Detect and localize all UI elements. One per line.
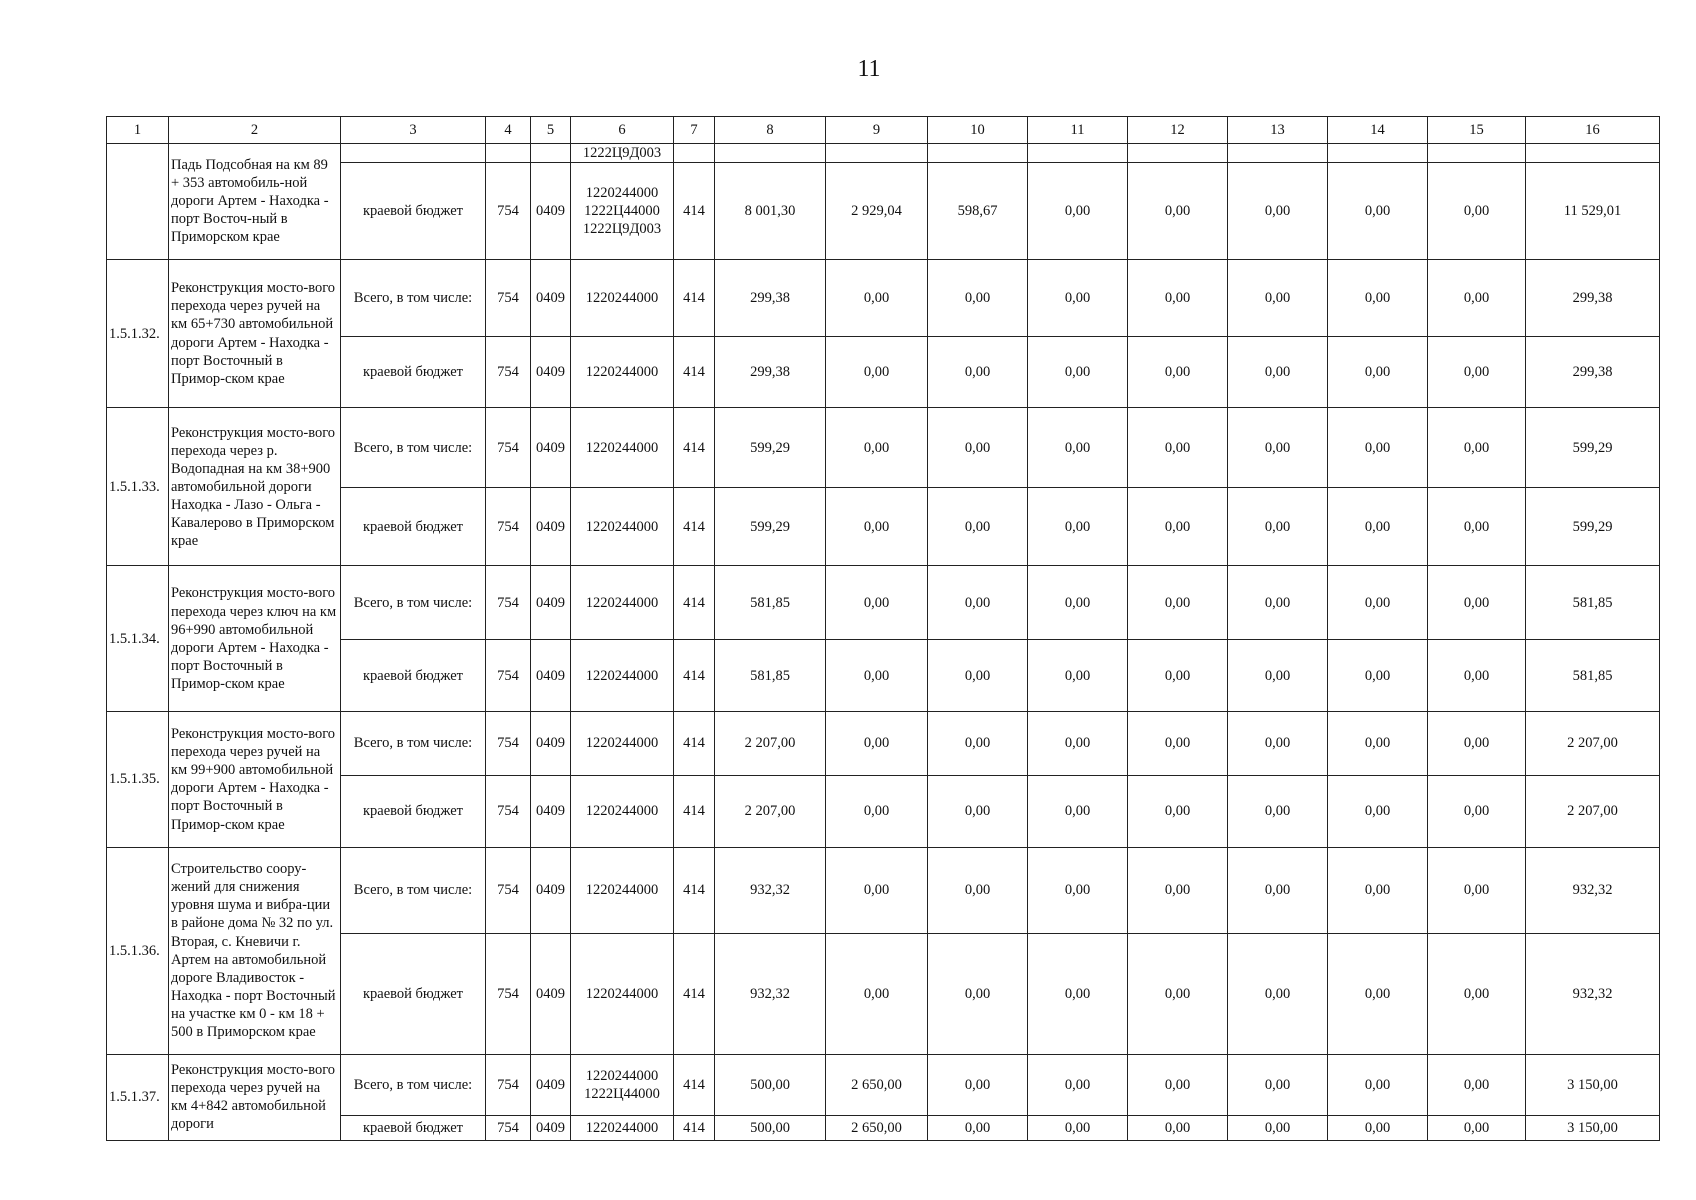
column-header: 3 [341, 117, 486, 144]
cell: 414 [674, 1054, 715, 1116]
cell: 0,00 [1128, 488, 1228, 566]
cell: 0,00 [1028, 775, 1128, 847]
cell: 0,00 [928, 1054, 1028, 1116]
cell: 0,00 [1428, 163, 1526, 259]
cell: 754 [486, 566, 531, 640]
cell: 0409 [531, 640, 571, 712]
cell: 414 [674, 933, 715, 1054]
cell: 599,29 [1526, 488, 1660, 566]
cell: 0,00 [1028, 1116, 1128, 1141]
cell: 0,00 [1428, 408, 1526, 488]
cell: 0,00 [1128, 847, 1228, 933]
cell: 0409 [531, 933, 571, 1054]
cell: 0409 [531, 408, 571, 488]
table-row [107, 143, 1660, 163]
header-row [107, 117, 1660, 144]
cell: 414 [674, 640, 715, 712]
cell: 0,00 [826, 259, 928, 336]
cell: 0,00 [826, 775, 928, 847]
cell: 0,00 [826, 408, 928, 488]
funding-source: краевой бюджет [341, 775, 486, 847]
cell: 0,00 [1028, 712, 1128, 776]
target-code: 1220244000 [571, 566, 674, 640]
cell: 0,00 [1428, 933, 1526, 1054]
cell: 0,00 [1428, 566, 1526, 640]
cell: 0,00 [1128, 566, 1228, 640]
item-index: 1.5.1.33. [107, 408, 169, 566]
cell: 2 207,00 [715, 712, 826, 776]
cell: 0,00 [826, 566, 928, 640]
funding-source: краевой бюджет [341, 933, 486, 1054]
cell: 0409 [531, 336, 571, 408]
cell: 581,85 [715, 566, 826, 640]
cell: 754 [486, 847, 531, 933]
cell: 0,00 [1228, 775, 1328, 847]
cell: 414 [674, 408, 715, 488]
cell: 754 [486, 775, 531, 847]
cell: 599,29 [715, 408, 826, 488]
cell: 0,00 [1428, 847, 1526, 933]
cell: 0,00 [1028, 259, 1128, 336]
cell: 0,00 [1428, 488, 1526, 566]
column-header: 10 [928, 117, 1028, 144]
cell: 0,00 [1228, 163, 1328, 259]
cell: 932,32 [715, 933, 826, 1054]
column-header: 2 [169, 117, 341, 144]
table-row [107, 847, 1660, 933]
cell: 581,85 [1526, 566, 1660, 640]
cell: 0,00 [1228, 1054, 1328, 1116]
cell: 0,00 [1028, 336, 1128, 408]
cell: 2 207,00 [1526, 712, 1660, 776]
target-code: 1220244000 [571, 488, 674, 566]
item-name: Реконструкция мосто-вого перехода через ручей на км 65+730 автомобильной дороги Артем - Находка - порт Восточный в Примор-ском крае [169, 259, 341, 408]
cell: 414 [674, 712, 715, 776]
cell: 0,00 [928, 847, 1028, 933]
cell: 2 207,00 [1526, 775, 1660, 847]
cell: 0409 [531, 259, 571, 336]
cell: 0,00 [1228, 1116, 1328, 1141]
cell: 0409 [531, 1116, 571, 1141]
cell: 0,00 [1128, 336, 1228, 408]
cell: 299,38 [715, 336, 826, 408]
item-index: 1.5.1.37. [107, 1054, 169, 1140]
cell: 0,00 [1428, 712, 1526, 776]
cell: 299,38 [715, 259, 826, 336]
column-header: 9 [826, 117, 928, 144]
funding-source: Всего, в том числе: [341, 847, 486, 933]
item-name: Реконструкция мосто-вого перехода через р. Водопадная на км 38+900 автомобильной дороги Находка - Лазо - Ольга - Кавалерово в Приморском крае [169, 408, 341, 566]
cell: 0,00 [1328, 259, 1428, 336]
cell: 0,00 [928, 1116, 1028, 1141]
target-code: 1220244000 [571, 640, 674, 712]
cell: 932,32 [1526, 847, 1660, 933]
cell: 0,00 [928, 408, 1028, 488]
cell: 414 [674, 163, 715, 259]
cell: 0,00 [1128, 408, 1228, 488]
cell: 0,00 [826, 847, 928, 933]
cell: 0,00 [1428, 1116, 1526, 1141]
cell: 414 [674, 1116, 715, 1141]
cell: 2 207,00 [715, 775, 826, 847]
target-code: 1220244000 [571, 259, 674, 336]
cell: 0,00 [1128, 640, 1228, 712]
cell: 414 [674, 336, 715, 408]
column-header: 11 [1028, 117, 1128, 144]
table-row [107, 712, 1660, 776]
cell: 932,32 [1526, 933, 1660, 1054]
target-code: 1220244000 [571, 1116, 674, 1141]
cell: 0,00 [1228, 259, 1328, 336]
cell: 0,00 [826, 933, 928, 1054]
item-index: 1.5.1.32. [107, 259, 169, 408]
funding-source: Всего, в том числе: [341, 259, 486, 336]
cell: 0,00 [1328, 933, 1428, 1054]
cell: 0,00 [1028, 488, 1128, 566]
cell: 0,00 [1128, 1054, 1228, 1116]
item-name: Реконструкция мосто-вого перехода через ручей на км 99+900 автомобильной дороги Артем - Находка - порт Восточный в Примор-ском крае [169, 712, 341, 847]
target-code: 1220244000 1222Ц44000 [571, 1054, 674, 1116]
cell: 0,00 [1428, 259, 1526, 336]
cell: 0,00 [1228, 488, 1328, 566]
cell: 0409 [531, 775, 571, 847]
cell: 754 [486, 712, 531, 776]
target-code: 1220244000 [571, 712, 674, 776]
item-name: Строительство соору-жений для снижения уровня шума и вибра-ции в районе дома № 32 по ул. Вторая, с. Кневичи г. Артем на автомобильной дороге Владивосток - Находка - порт Восточный на участке км 0 - км 18 + 500 в Приморском крае [169, 847, 341, 1054]
cell: 0,00 [928, 336, 1028, 408]
funding-source: Всего, в том числе: [341, 712, 486, 776]
cell: 0,00 [1028, 566, 1128, 640]
cell: 754 [486, 408, 531, 488]
cell: 0,00 [1128, 712, 1228, 776]
cell: 0409 [531, 488, 571, 566]
cell: 414 [674, 847, 715, 933]
cell: 0,00 [1328, 775, 1428, 847]
funding-source: Всего, в том числе: [341, 1054, 486, 1116]
cell: 0,00 [928, 566, 1028, 640]
table-row [107, 566, 1660, 640]
column-header: 16 [1526, 117, 1660, 144]
column-header: 7 [674, 117, 715, 144]
budget-table [106, 116, 1660, 1141]
cell: 299,38 [1526, 259, 1660, 336]
cell: 0409 [531, 163, 571, 259]
cell: 754 [486, 1116, 531, 1141]
cell: 0,00 [1228, 933, 1328, 1054]
cell: 0,00 [1228, 566, 1328, 640]
cell: 0,00 [1328, 847, 1428, 933]
cell: 754 [486, 933, 531, 1054]
cell: 414 [674, 566, 715, 640]
target-code: 1220244000 1222Ц44000 1222Ц9Д003 [571, 163, 674, 259]
cell: 932,32 [715, 847, 826, 933]
page-number: 11 [857, 56, 881, 82]
cell: 0,00 [1428, 775, 1526, 847]
cell: 8 001,30 [715, 163, 826, 259]
cell: 0,00 [1028, 847, 1128, 933]
table-row [107, 259, 1660, 336]
cell: 754 [486, 640, 531, 712]
cell: 0,00 [928, 259, 1028, 336]
cell: 0,00 [928, 640, 1028, 712]
cell: 414 [674, 259, 715, 336]
cell: 0409 [531, 1054, 571, 1116]
table-body [107, 117, 1660, 1141]
cell: 0,00 [1128, 933, 1228, 1054]
cell: 0,00 [1328, 488, 1428, 566]
cell: 0,00 [1328, 640, 1428, 712]
cell: 0,00 [1428, 336, 1526, 408]
cell: 0,00 [1228, 408, 1328, 488]
cell: 0409 [531, 712, 571, 776]
cell: 754 [486, 1054, 531, 1116]
funding-source: краевой бюджет [341, 1116, 486, 1141]
cell: 0,00 [1028, 640, 1128, 712]
cell: 3 150,00 [1526, 1116, 1660, 1141]
cell: 0,00 [1028, 1054, 1128, 1116]
cell: 581,85 [715, 640, 826, 712]
cell: 0,00 [826, 640, 928, 712]
item-name: Реконструкция мосто-вого перехода через ручей на км 4+842 автомобильной дороги [169, 1054, 341, 1140]
cell: 2 929,04 [826, 163, 928, 259]
column-header: 4 [486, 117, 531, 144]
column-header: 1 [107, 117, 169, 144]
cell: 0,00 [1128, 259, 1228, 336]
cell: 0,00 [1328, 336, 1428, 408]
target-code: 1220244000 [571, 933, 674, 1054]
cell: 0,00 [1328, 163, 1428, 259]
cell: 754 [486, 259, 531, 336]
cell: 0,00 [826, 488, 928, 566]
cell: 500,00 [715, 1116, 826, 1141]
cell: 599,29 [1526, 408, 1660, 488]
cell: 599,29 [715, 488, 826, 566]
cell: 0,00 [1228, 640, 1328, 712]
column-header: 13 [1228, 117, 1328, 144]
cell: 0,00 [928, 775, 1028, 847]
funding-source: краевой бюджет [341, 488, 486, 566]
funding-source: краевой бюджет [341, 163, 486, 259]
cell: 0,00 [1328, 1116, 1428, 1141]
cell: 0,00 [1328, 712, 1428, 776]
cell: 0,00 [1028, 408, 1128, 488]
funding-source: краевой бюджет [341, 336, 486, 408]
cell: 11 529,01 [1526, 163, 1660, 259]
cell: 0,00 [1328, 1054, 1428, 1116]
cell: 0,00 [928, 488, 1028, 566]
cell: 299,38 [1526, 336, 1660, 408]
cell: 0,00 [1128, 163, 1228, 259]
cell: 2 650,00 [826, 1054, 928, 1116]
cell: 0,00 [1228, 712, 1328, 776]
cell: 0,00 [1228, 847, 1328, 933]
target-code: 1222Ц9Д003 [571, 143, 674, 163]
cell: 0,00 [1128, 775, 1228, 847]
cell: 3 150,00 [1526, 1054, 1660, 1116]
column-header: 6 [571, 117, 674, 144]
cell: 0,00 [1328, 408, 1428, 488]
cell: 500,00 [715, 1054, 826, 1116]
cell: 0,00 [1128, 1116, 1228, 1141]
column-header: 12 [1128, 117, 1228, 144]
target-code: 1220244000 [571, 336, 674, 408]
cell: 0,00 [928, 712, 1028, 776]
funding-source: Всего, в том числе: [341, 566, 486, 640]
target-code: 1220244000 [571, 775, 674, 847]
column-header: 15 [1428, 117, 1526, 144]
cell: 754 [486, 163, 531, 259]
funding-source: краевой бюджет [341, 640, 486, 712]
cell: 581,85 [1526, 640, 1660, 712]
cell: 0,00 [1428, 640, 1526, 712]
funding-source: Всего, в том числе: [341, 408, 486, 488]
cell: 754 [486, 488, 531, 566]
item-name: Падь Подсобная на км 89 + 353 автомобиль-ной дороги Артем - Находка - порт Восточ-ный в Приморском крае [169, 143, 341, 259]
item-index: 1.5.1.34. [107, 566, 169, 712]
item-index [107, 143, 169, 259]
column-header: 5 [531, 117, 571, 144]
cell: 0,00 [1328, 566, 1428, 640]
cell: 598,67 [928, 163, 1028, 259]
cell: 0409 [531, 847, 571, 933]
cell: 414 [674, 488, 715, 566]
column-header: 14 [1328, 117, 1428, 144]
item-name: Реконструкция мосто-вого перехода через ключ на км 96+990 автомобильной дороги Артем - Находка - порт Восточный в Примор-ском крае [169, 566, 341, 712]
cell: 0,00 [1428, 1054, 1526, 1116]
item-index: 1.5.1.36. [107, 847, 169, 1054]
target-code: 1220244000 [571, 408, 674, 488]
cell: 0,00 [1028, 933, 1128, 1054]
item-index: 1.5.1.35. [107, 712, 169, 847]
cell: 0409 [531, 566, 571, 640]
cell: 414 [674, 775, 715, 847]
table-row [107, 408, 1660, 488]
column-header: 8 [715, 117, 826, 144]
cell: 754 [486, 336, 531, 408]
cell: 0,00 [928, 933, 1028, 1054]
table-row [107, 1054, 1660, 1116]
cell: 0,00 [826, 336, 928, 408]
target-code: 1220244000 [571, 847, 674, 933]
cell: 0,00 [826, 712, 928, 776]
cell: 2 650,00 [826, 1116, 928, 1141]
cell: 0,00 [1028, 163, 1128, 259]
cell: 0,00 [1228, 336, 1328, 408]
